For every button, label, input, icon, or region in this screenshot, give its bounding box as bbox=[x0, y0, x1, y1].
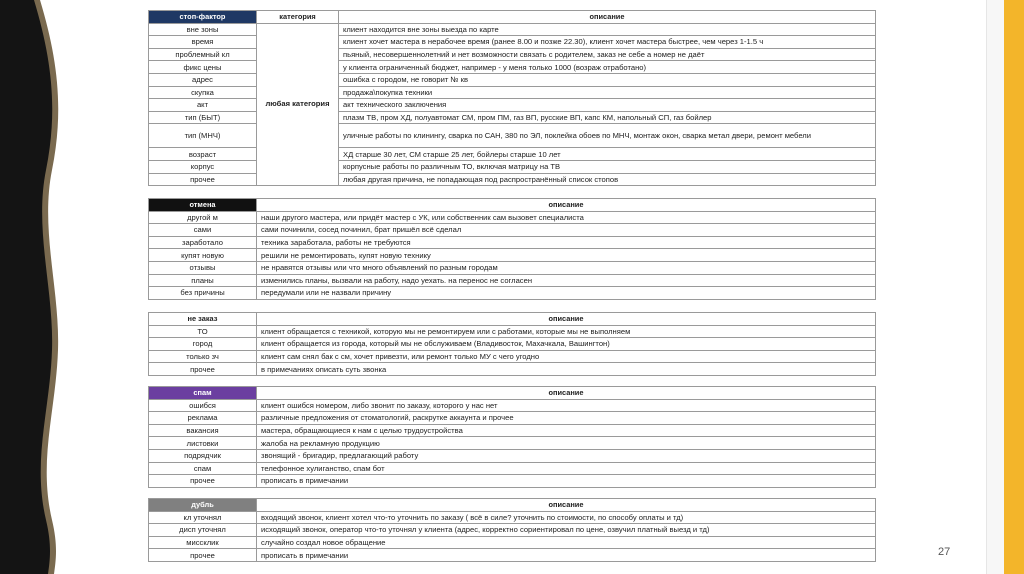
spam-header: спам bbox=[149, 387, 257, 400]
row-desc: ошибка с городом, не говорит № кв bbox=[339, 73, 876, 86]
row-key: дисп уточнял bbox=[149, 524, 257, 537]
cancel-table bbox=[148, 198, 876, 300]
row-key: только зч bbox=[149, 350, 257, 363]
accent-bar bbox=[1004, 0, 1024, 574]
row-desc: клиент находится вне зоны выезда по карте bbox=[339, 23, 876, 36]
row-key: тип (МНЧ) bbox=[149, 124, 257, 148]
not-order-table bbox=[148, 312, 876, 376]
row-key: адрес bbox=[149, 73, 257, 86]
table-row bbox=[149, 399, 876, 412]
row-key: возраст bbox=[149, 148, 257, 161]
row-desc: корпусные работы по различным ТО, включая матрицу на ТВ bbox=[339, 160, 876, 173]
row-key: сами bbox=[149, 224, 257, 237]
row-desc: не нравятся отзывы или что много объявлений по разным городам bbox=[257, 261, 876, 274]
row-desc: изменились планы, вызвали на работу, надо уехать. на перенос не согласен bbox=[257, 274, 876, 287]
table-row bbox=[149, 511, 876, 524]
row-desc: входящий звонок, клиент хотел что-то уточнить по заказу ( всё в силе? уточнить по стоимости, по способу оплаты и тд) bbox=[257, 511, 876, 524]
stop-factor-header: стоп-фактор bbox=[149, 11, 257, 24]
row-desc: клиент сам снял бак с см, хочет привезти, или ремонт только МУ с чего угодно bbox=[257, 350, 876, 363]
row-desc: акт технического заключения bbox=[339, 99, 876, 112]
row-key: листовки bbox=[149, 437, 257, 450]
row-desc: телефонное хулиганство, спам бот bbox=[257, 462, 876, 475]
row-key: прочее bbox=[149, 173, 257, 186]
table-row bbox=[149, 350, 876, 363]
row-key: фикс цены bbox=[149, 61, 257, 74]
table-row bbox=[149, 325, 876, 338]
table-row bbox=[149, 475, 876, 488]
row-key: прочее bbox=[149, 549, 257, 562]
row-key: подрядчик bbox=[149, 449, 257, 462]
table-row bbox=[149, 249, 876, 262]
stop-factor-table bbox=[148, 10, 876, 186]
row-key: город bbox=[149, 338, 257, 351]
row-key: другой м bbox=[149, 211, 257, 224]
table-row bbox=[149, 462, 876, 475]
row-key: кл уточнял bbox=[149, 511, 257, 524]
row-key: акт bbox=[149, 99, 257, 112]
description-header: описание bbox=[257, 387, 876, 400]
row-key: спам bbox=[149, 462, 257, 475]
category-header: категория bbox=[257, 11, 339, 24]
table-row bbox=[149, 224, 876, 237]
row-desc: пьяный, несовершеннолетний и нет возможности связать с родителем, заказ не себе а номер не даёт bbox=[339, 48, 876, 61]
row-key: миссклик bbox=[149, 536, 257, 549]
table-row bbox=[149, 437, 876, 450]
row-key: прочее bbox=[149, 475, 257, 488]
row-desc: плазм ТВ, пром ХД, полуавтомат СМ, пром ПМ, газ ВП, русские ВП, капс КМ, напольный СП, газ бойлер bbox=[339, 111, 876, 124]
row-desc: в примечаниях описать суть звонка bbox=[257, 363, 876, 376]
row-key: заработало bbox=[149, 236, 257, 249]
row-key: реклама bbox=[149, 412, 257, 425]
description-header: описание bbox=[257, 499, 876, 512]
page-number: 27 bbox=[938, 546, 951, 558]
row-key: скупка bbox=[149, 86, 257, 99]
row-key: прочее bbox=[149, 363, 257, 376]
row-desc: уличные работы по клинингу, сварка по САН, 380 по ЭЛ, поклейка обоев по МНЧ, монтаж окон, сварка метал двери, ремонт мебели bbox=[339, 124, 876, 148]
row-desc: техника заработала, работы не требуются bbox=[257, 236, 876, 249]
row-desc: клиент обращается с техникой, которую мы не ремонтируем или с работами, которые мы не выполняем bbox=[257, 325, 876, 338]
row-key: корпус bbox=[149, 160, 257, 173]
duplicate-table bbox=[148, 498, 876, 562]
table-row bbox=[149, 536, 876, 549]
table-row bbox=[149, 211, 876, 224]
row-desc: жалоба на рекламную продукцию bbox=[257, 437, 876, 450]
row-desc: прописать в примечании bbox=[257, 475, 876, 488]
row-desc: клиент ошибся номером, либо звонит по заказу, которого у нас нет bbox=[257, 399, 876, 412]
row-key: проблемный кл bbox=[149, 48, 257, 61]
row-desc: исходящий звонок, оператор что-то уточнял у клиента (адрес, корректно сориентировал по цене, озвучил платный выезд и тд) bbox=[257, 524, 876, 537]
row-key: вне зоны bbox=[149, 23, 257, 36]
table-row bbox=[149, 261, 876, 274]
duplicate-header: дубль bbox=[149, 499, 257, 512]
table-row bbox=[149, 287, 876, 300]
row-key: ТО bbox=[149, 325, 257, 338]
row-desc: различные предложения от стоматологий, раскрутке аккаунта и прочее bbox=[257, 412, 876, 425]
wavy-border-decoration bbox=[0, 0, 72, 574]
row-desc: любая другая причина, не попадающая под распространённый список стопов bbox=[339, 173, 876, 186]
row-key: отзывы bbox=[149, 261, 257, 274]
row-key: ошибся bbox=[149, 399, 257, 412]
row-desc: сами починили, сосед починил, брат пришёл всё сделал bbox=[257, 224, 876, 237]
table-row bbox=[149, 449, 876, 462]
row-desc: передумали или не назвали причину bbox=[257, 287, 876, 300]
row-desc: у клиента ограниченный бюджет, например - у меня только 1000 (возраж отработано) bbox=[339, 61, 876, 74]
description-header: описание bbox=[339, 11, 876, 24]
table-row bbox=[149, 524, 876, 537]
row-desc: наши другого мастера, или придёт мастер с УК, или собственник сам вызовет специалиста bbox=[257, 211, 876, 224]
row-key: купят новую bbox=[149, 249, 257, 262]
table-row bbox=[149, 363, 876, 376]
row-desc: случайно создал новое обращение bbox=[257, 536, 876, 549]
row-key: время bbox=[149, 36, 257, 49]
row-desc: звонящий - бригадир, предлагающий работу bbox=[257, 449, 876, 462]
category-cell: любая категория bbox=[257, 23, 339, 186]
cancel-header: отмена bbox=[149, 199, 257, 212]
slide-edge bbox=[986, 0, 1004, 574]
table-row bbox=[149, 23, 876, 36]
description-header: описание bbox=[257, 199, 876, 212]
row-desc: мастера, обращающиеся к нам с целью трудоустройства bbox=[257, 424, 876, 437]
row-desc: ХД старше 30 лет, СМ старше 25 лет, бойлеры старше 10 лет bbox=[339, 148, 876, 161]
table-row bbox=[149, 412, 876, 425]
row-desc: клиент хочет мастера в нерабочее время (ранее 8.00 и позже 22.30), клиент хочет мастера быстрее, чем через 1-1.5 ч bbox=[339, 36, 876, 49]
table-row bbox=[149, 424, 876, 437]
table-row bbox=[149, 338, 876, 351]
description-header: описание bbox=[257, 313, 876, 326]
not-order-header: не заказ bbox=[149, 313, 257, 326]
table-row bbox=[149, 549, 876, 562]
row-key: планы bbox=[149, 274, 257, 287]
table-row bbox=[149, 236, 876, 249]
row-desc: клиент обращается из города, который мы не обслуживаем (Владивосток, Махачкала, Вашингтон) bbox=[257, 338, 876, 351]
table-row bbox=[149, 274, 876, 287]
row-desc: решили не ремонтировать, купят новую технику bbox=[257, 249, 876, 262]
row-desc: продажа\покупка техники bbox=[339, 86, 876, 99]
row-key: тип (БЫТ) bbox=[149, 111, 257, 124]
spam-table bbox=[148, 386, 876, 488]
row-key: вакансия bbox=[149, 424, 257, 437]
row-key: без причины bbox=[149, 287, 257, 300]
row-desc: прописать в примечании bbox=[257, 549, 876, 562]
